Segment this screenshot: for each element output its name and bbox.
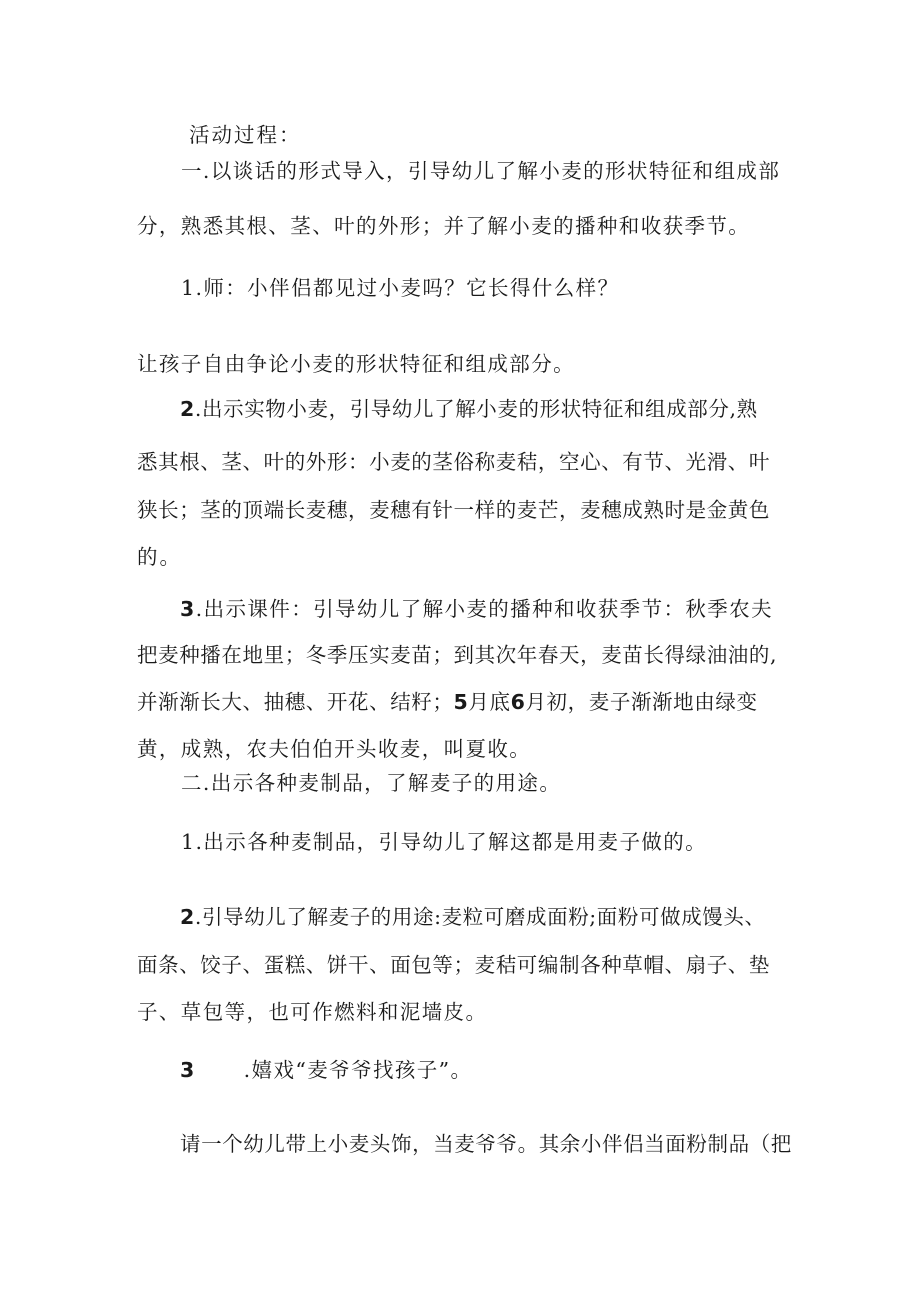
paragraph-item-1: 1.师：小伴侣都见过小麦吗？它长得什么样？: [181, 276, 620, 300]
paragraph-item-3-line-2: 把麦种播在地里；冬季压实麦苗；到其次年春天，麦苗长得绿油油的,: [137, 643, 778, 667]
text-part: 并渐渐长大、抽穗、开花、结籽；: [137, 690, 454, 714]
paragraph-item-3-line-3: [137, 688, 797, 716]
paragraph-game-description: 请一个幼儿带上小麦头饰，当麦爷爷。其余小伴侣当面粉制品（把: [180, 1132, 792, 1156]
item-number: 2: [180, 905, 195, 929]
section-heading-activity-process: 活动过程：: [189, 123, 302, 147]
paragraph-part-two-item-3: [180, 1056, 840, 1084]
paragraph-part-two-item-1: 1.出示各种麦制品，引导幼儿了解这都是用麦子做的。: [181, 830, 708, 854]
paragraph-free-discussion: 让孩子自由争论小麦的形状特征和组成部分。: [137, 352, 575, 376]
paragraph-part-two: 二.出示各种麦制品，了解麦子的用途。: [181, 771, 562, 795]
number: 6: [510, 690, 526, 714]
paragraph-part-two-item-2-line-2: 面条、饺子、蛋糕、饼干、面包等；麦秸可编制各种草帽、扇子、垫: [137, 953, 770, 977]
item-number: 2: [180, 397, 195, 421]
paragraph-item-2-line-3: 狭长；茎的顶端长麦穗，麦穗有针一样的麦芒，麦穗成熟时是金黄色: [137, 498, 770, 522]
paragraph-item-2-line-1: [180, 395, 840, 423]
paragraph-part-two-item-2-line-1: [180, 903, 840, 931]
paragraph-item-3-line-1: [180, 595, 840, 623]
paragraph-item-3-line-4: 黄，成熟，农夫伯伯开头收麦，叫夏收。: [137, 737, 532, 761]
item-text: .嬉戏“麦爷爷找孩子”。: [243, 1058, 473, 1082]
item-number: 3: [180, 597, 196, 621]
number: 5: [453, 690, 469, 714]
paragraph-part-one-line-1: 一.以谈话的形式导入，引导幼儿了解小麦的形状特征和组成部: [181, 159, 781, 183]
paragraph-item-2-line-2: 悉其根、茎、叶的外形：小麦的茎俗称麦秸，空心、有节、光滑、叶: [137, 450, 770, 474]
paragraph-part-two-item-2-line-3: 子、草包等，也可作燃料和泥墙皮。: [137, 1000, 488, 1024]
item-text: .出示课件：引导幼儿了解小麦的播种和收获季节：秋季农夫: [195, 597, 773, 621]
paragraph-part-one-line-2: 分，熟悉其根、茎、叶的外形；并了解小麦的播种和收获季节。: [137, 214, 751, 238]
text-part: 月底: [468, 690, 511, 714]
item-number: 3: [180, 1058, 196, 1082]
item-text: .引导幼儿了解麦子的用途:麦粒可磨成面粉;面粉可做成馒头、: [194, 905, 766, 929]
text-part: 月初，麦子渐渐地由绿变: [525, 690, 758, 714]
item-text: .出示实物小麦，引导幼儿了解小麦的形状特征和组成部分,熟: [194, 397, 758, 421]
paragraph-item-2-line-4: 的。: [137, 545, 182, 569]
